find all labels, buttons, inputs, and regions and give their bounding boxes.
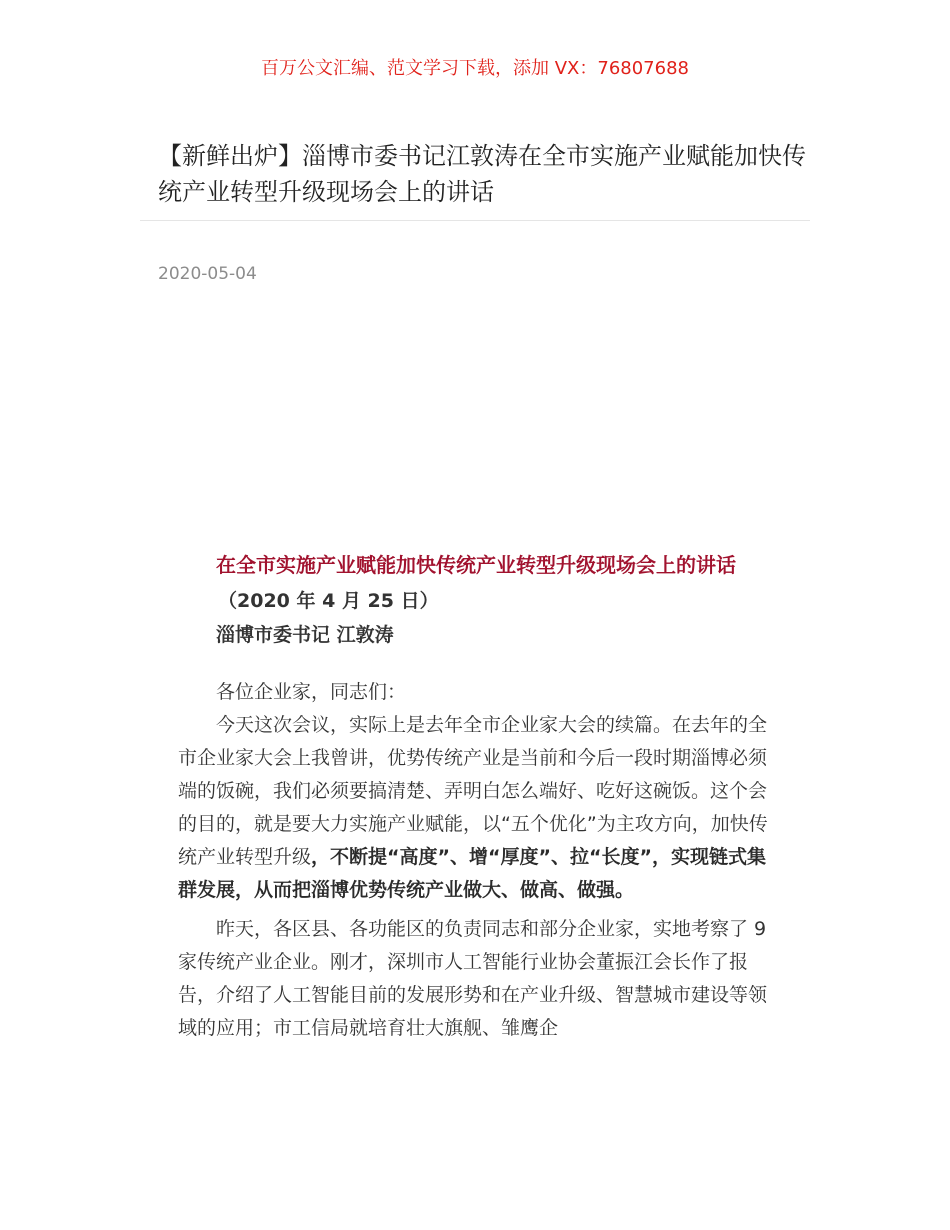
paragraph-1-text: 今天这次会议，实际上是去年全市企业家大会的续篇。在去年的全市企业家大会上我曾讲，优势传统产业是当前和今后一段时期淄博必须端的饭碗，我们必须要搞清楚、弄明白怎么端好、吃好这碗饭。这个会的目的，就是要大力实施产业赋能，以“五个优化”为主攻方向，加快传统产业转型升级 [178,714,768,868]
speaker-line: 淄博市委书记 江敦涛 [216,624,394,646]
top-banner: 百万公文汇编、范文学习下载，添加 VX：76807688 [261,58,689,79]
article-title: 【新鲜出炉】淄博市委书记江敦涛在全市实施产业赋能加快传统产业转型升级现场会上的讲话 [158,142,806,206]
paragraph-2: 昨天，各区县、各功能区的负责同志和部分企业家，实地考察了 9 家传统产业企业。刚才，深圳市人工智能行业协会董振江会长作了报告，介绍了人工智能目前的发展形势和在产业升级、智慧城市建设等领域的应用；市工信局就培育壮大旗舰、雏鹰企 [178,918,768,1039]
paragraph-1 [178,709,774,907]
speech-date: （2020 年 4 月 25 日） [218,590,439,612]
title-divider [140,220,810,221]
publish-date: 2020-05-04 [158,264,257,284]
paragraph-1-emphasis: ，不断提“高度”、增“厚度”、拉“长度”，实现链式集群发展，从而把淄博优势传统产业做大、做高、做强。 [178,846,766,901]
speech-title: 在全市实施产业赋能加快传统产业转型升级现场会上的讲话 [216,553,736,577]
salutation: 各位企业家，同志们： [216,681,407,703]
article-body [178,548,774,1045]
